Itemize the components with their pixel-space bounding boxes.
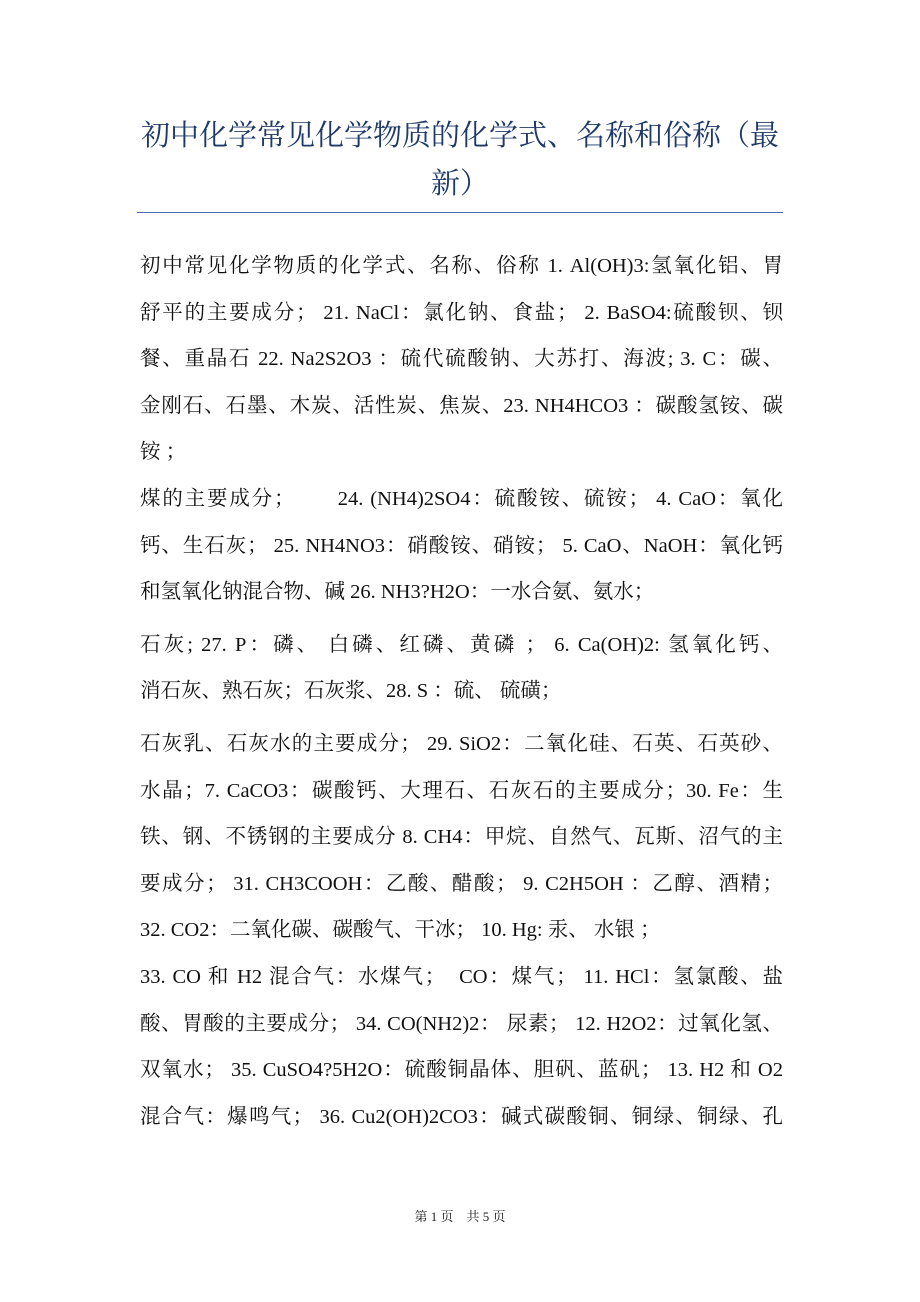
paragraph — [140, 724, 783, 1143]
paragraph — [140, 246, 783, 479]
text-line: 铵 ； — [140, 441, 187, 464]
text-line: 33. CO 和 H2 混合气：水煤气； CO：煤气； 11. HCl：氢氯酸、盐 — [140, 965, 783, 988]
text-line: 32. CO2：二氧化碳、碳酸气、干冰； 10. Hg: 汞、 水银 ； — [140, 919, 661, 942]
document-body — [140, 246, 783, 1143]
title-line-1: 初中化学常见化学物质的化学式、名称和俗称（最 — [140, 120, 779, 152]
text-line: 混合气：爆鸣气； 36. Cu2(OH)2CO3：碱式碳酸铜、铜绿、铜绿、孔 — [140, 1105, 783, 1128]
text-line: 初中常见化学物质的化学式、名称、俗称 1. Al(OH)3:氢氧化铝、胃 — [140, 255, 783, 277]
text-line: 要成分； 31. CH3COOH：乙酸、醋酸； 9. C2H5OH ：乙醇、酒精； — [140, 872, 783, 895]
text-line: 消石灰、熟石灰；石灰浆、28. S ：硫、 硫磺； — [140, 680, 562, 703]
document-title — [120, 112, 800, 208]
text-line: 金刚石、石墨、木炭、活性炭、焦炭、23. NH4HCO3 ：碳酸氢铵、碳 — [140, 394, 783, 417]
text-line: 双氧水； 35. CuSO4?5H2O：硫酸铜晶体、胆矾、蓝矾； 13. H2 和 O2 — [140, 1059, 783, 1082]
page-footer: 第 1 页 共 5 页 — [414, 1209, 506, 1224]
text-line: 酸、胃酸的主要成分； 34. CO(NH2)2： 尿素； 12. H2O2：过氧化氢、 — [140, 1012, 783, 1035]
text-line: 铁、钢、不锈钢的主要成分 8. CH4：甲烷、自然气、瓦斯、沼气的主 — [140, 826, 783, 849]
text-line: 和氢氧化钠混合物、碱 26. NH3?H2O：一水合氨、氨水； — [140, 581, 655, 604]
paragraph — [140, 625, 783, 718]
text-line: 煤的主要成分； 24. (NH4)2SO4：硫酸铵、硫铵； 4. CaO：氧化 — [140, 487, 783, 510]
text-line: 水晶；7. CaCO3：碳酸钙、大理石、石灰石的主要成分；30. Fe：生 — [140, 779, 783, 802]
text-line: 餐、重晶石 22. Na2S2O3 ：硫代硫酸钠、大苏打、海波; 3. C：碳、 — [140, 348, 783, 371]
title-line-2: 新） — [430, 168, 489, 200]
text-line: 石灰乳、石灰水的主要成分； 29. SiO2：二氧化硅、石英、石英砂、 — [140, 732, 783, 755]
text-line: 舒平的主要成分； 21. NaCl：氯化钠、食盐； 2. BaSO4:硫酸钡、钡 — [140, 301, 783, 324]
title-divider — [137, 212, 783, 213]
text-line: 石灰; 27. P：磷、 白磷、红磷、黄磷 ； 6. Ca(OH)2: 氢氧化钙、 — [140, 633, 783, 656]
paragraph — [140, 479, 783, 619]
text-line: 钙、生石灰； 25. NH4NO3：硝酸铵、硝铵； 5. CaO、NaOH：氧化钙 — [140, 534, 783, 557]
